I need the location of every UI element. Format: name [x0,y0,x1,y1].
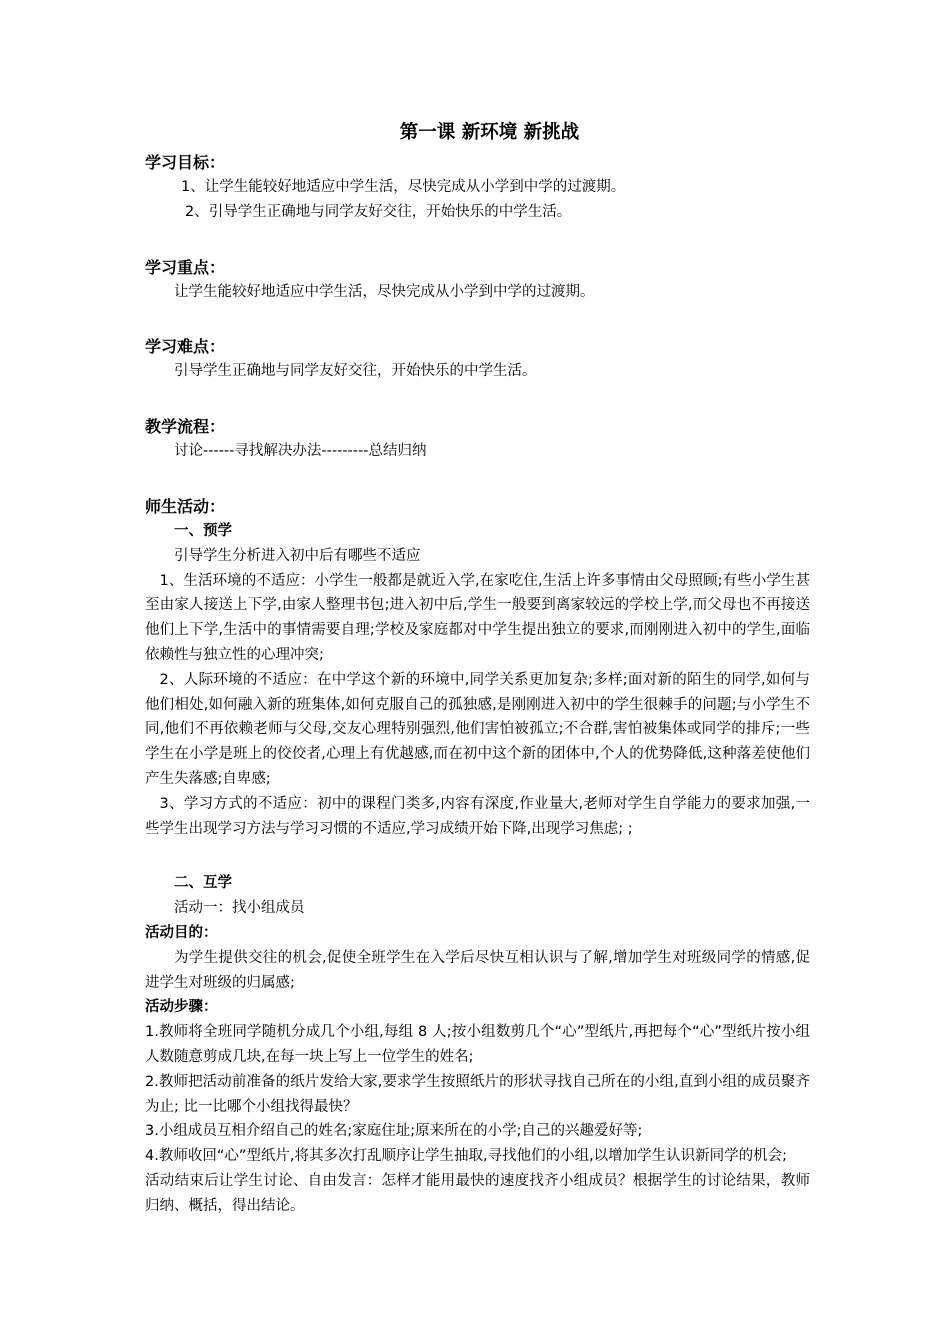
maladjustment-item: 1、生活环境的不适应：小学生一般都是就近入学,在家吃住,生活上许多事情由父母照顾;有些小学生甚至由家人接送上下学,由家人整理书包;进入初中后,学生一般要到离家较远的学校上学,而父母也不再接送他们上下学,生活中的事情需要自理;学校及家庭都对中学生提出独立的要求,而刚刚进入初中的学生,面临依赖性与独立性的心理冲突; [145,572,810,663]
section-preview-intro: 引导学生分析进入初中后有哪些不适应 [174,547,421,564]
process-heading: 教学流程： [145,417,226,437]
objective-item: 1、让学生能较好地适应中学生活，尽快完成从小学到中学的过渡期。 [181,179,626,195]
difficulties-heading: 学习难点： [145,337,226,357]
step-item: 2.教师把活动前准备的纸片发给大家,要求学生按照纸片的形状寻找自己所在的小组,直到小组的成员聚齐为止; 比一比哪个小组找得最快？ [145,1073,810,1115]
conclusion-text: 活动结束后让学生讨论、自由发言：怎样才能用最快的速度找齐小组成员？根据学生的讨论结果，教师归纳、概括，得出结论。 [145,1172,810,1214]
objectives-heading: 学习目标： [145,153,226,172]
key-points-heading: 学习重点： [145,257,226,277]
section-mutual-heading: 二、互学 [174,875,232,892]
section-preview-heading: 一、预学 [174,522,232,539]
document-title: 第一课 新环境 新挑战 [399,122,580,143]
purpose-text: 为学生提供交往的机会,促使全班学生在入学后尽快互相认识与了解,增加学生对班级同学的情感,促进学生对班级的归属感; [145,949,810,991]
process-text: 讨论------寻找解决办法---------总结归纳 [174,443,427,460]
purpose-heading: 活动目的： [145,924,218,941]
activity-title: 活动一：找小组成员 [174,900,305,917]
step-item: 1.教师将全班同学随机分成几个小组,每组 8 人;按小组数剪几个“心”型纸片,再把每个“心”型纸片按小组人数随意剪成几块,在每一块上写上一位学生的姓名; [145,1024,810,1065]
difficulties-text: 引导学生正确地与同学友好交往，开始快乐的中学生活。 [174,363,537,380]
document-page [145,118,810,1219]
step-item: 4.教师收回“心”型纸片,将其多次打乱顺序让学生抽取,寻找他们的小组,以增加学生认识新同学的机会; [145,1148,788,1165]
key-points-text: 让学生能较好地适应中学生活，尽快完成从小学到中学的过渡期。 [174,283,595,300]
activities-heading: 师生活动： [145,496,226,516]
maladjustment-item: 2、人际环境的不适应：在中学这个新的环境中,同学关系更加复杂;多样;面对新的陌生的同学,如何与他们相处,如何融入新的班集体,如何克服自己的孤独感,是刚刚进入初中的学生很棘手的问题;与小学生不同,他们不再依赖老师与父母,交友心理特别强烈,他们害怕被孤立;不合群,害怕被集体或同学的排斥;一些学生在小学是班上的佼佼者,心理上有优越感,而在初中这个新的团体中,个人的优势降低,这种落差使他们产生失落感;自卑感; [145,671,810,787]
steps-heading: 活动步骤： [145,999,218,1016]
objective-item: 2、引导学生正确地与同学友好交往，开始快乐的中学生活。 [185,203,572,220]
step-item: 3.小组成员互相介绍自己的姓名;家庭住址;原来所在的小学;自己的兴趣爱好等; [145,1123,643,1140]
maladjustment-item: 3、学习方式的不适应：初中的课程门类多,内容有深度,作业量大,老师对学生自学能力的要求加强,一些学生出现学习方法与学习习惯的不适应,学习成绩开始下降,出现学习焦虑; ; [145,795,810,837]
